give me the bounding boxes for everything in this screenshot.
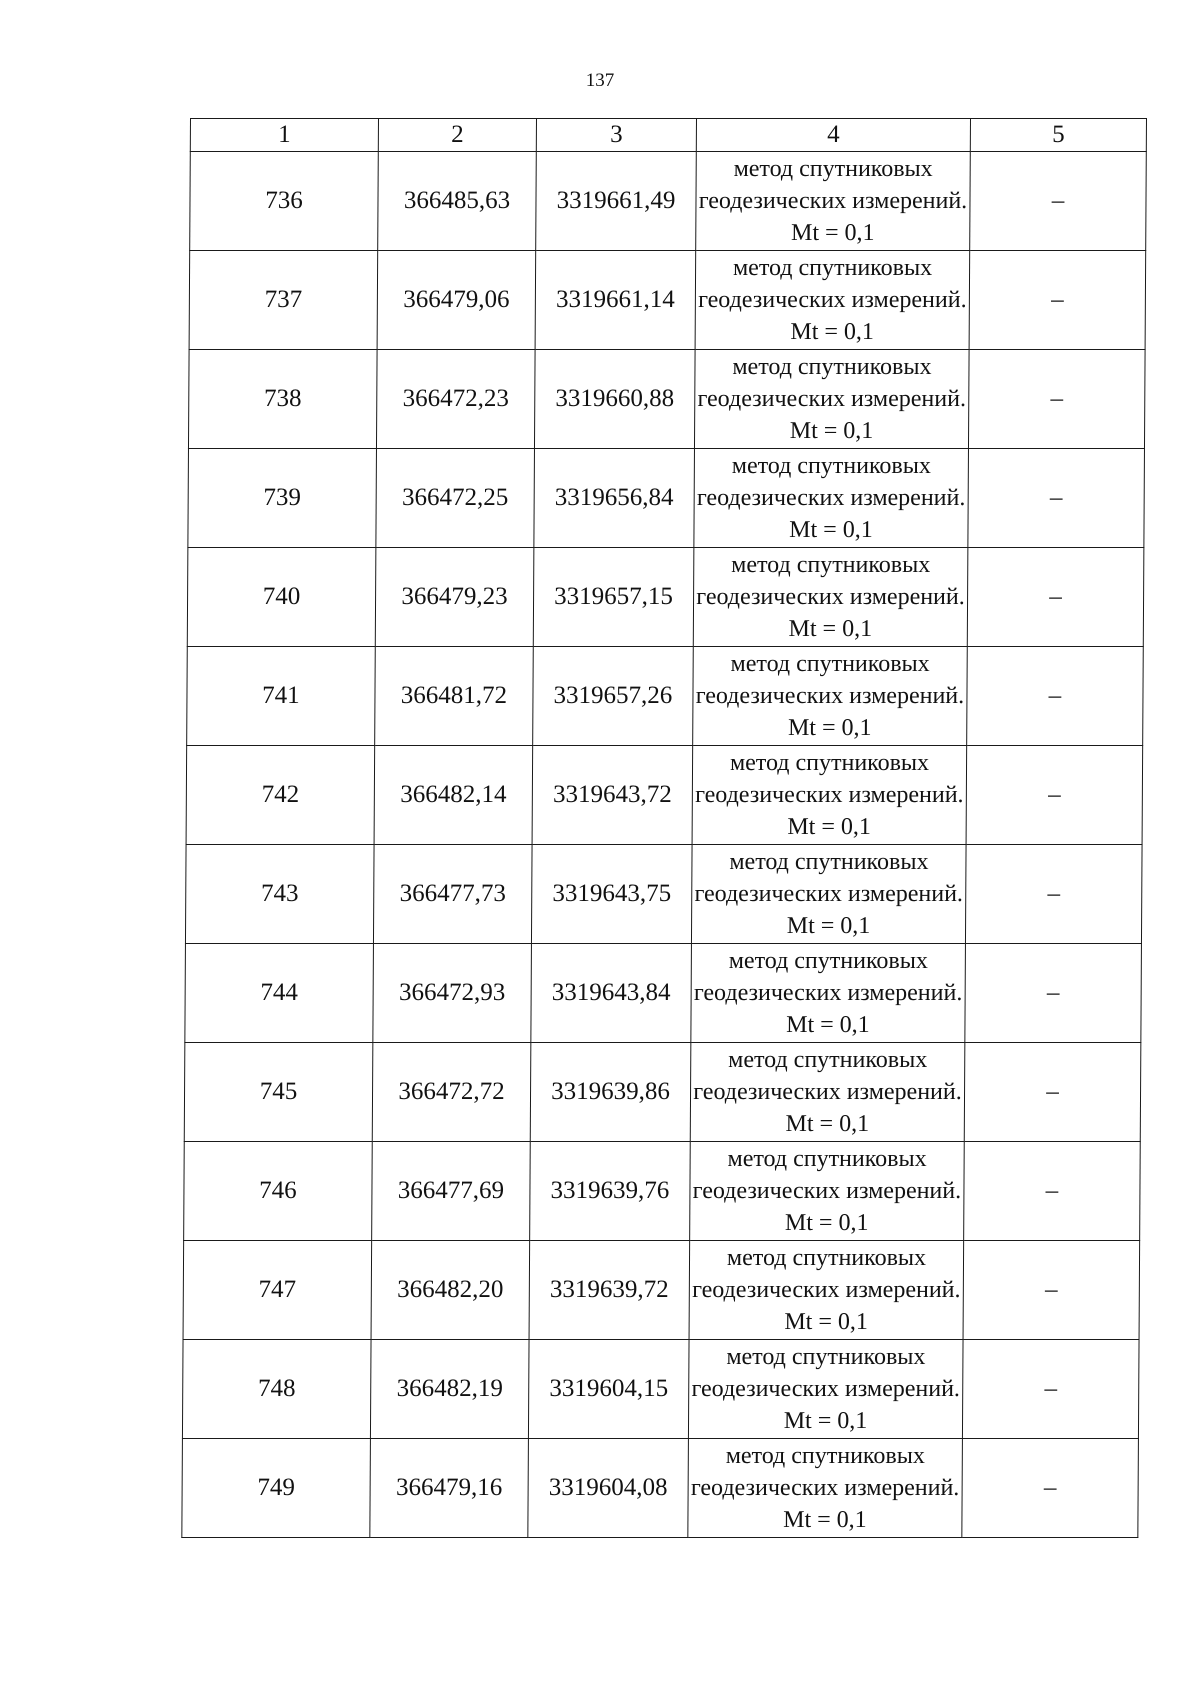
table-row (188, 449, 1145, 548)
x-coordinate-cell: 366479,23 (375, 548, 534, 647)
page-number: 137 (585, 70, 615, 91)
x-coordinate-cell: 366472,72 (372, 1043, 531, 1142)
x-coordinate-cell: 366472,23 (376, 350, 535, 449)
table-row (182, 1439, 1139, 1538)
x-coordinate-cell: 366472,25 (376, 449, 535, 548)
method-cell: метод спутниковых геодезических измерений. Mt = 0,1 (690, 1142, 965, 1241)
table-row (182, 1340, 1139, 1439)
point-number-cell: 737 (189, 251, 378, 350)
point-number-cell: 745 (184, 1043, 373, 1142)
table-header (190, 119, 1146, 152)
x-coordinate-cell: 366481,72 (375, 647, 534, 746)
table-row (189, 251, 1146, 350)
x-coordinate-cell: 366472,93 (373, 944, 532, 1043)
y-coordinate-cell: 3319604,15 (528, 1340, 689, 1439)
table-row (187, 647, 1144, 746)
method-cell: метод спутниковых геодезических измерений. Mt = 0,1 (688, 1439, 963, 1538)
table-body (182, 152, 1146, 1538)
table-row (185, 845, 1142, 944)
y-coordinate-cell: 3319661,14 (535, 251, 696, 350)
table-header-row (190, 119, 1146, 152)
x-coordinate-cell: 366485,63 (378, 152, 537, 251)
note-cell: – (968, 449, 1145, 548)
y-coordinate-cell: 3319657,15 (533, 548, 694, 647)
note-cell: – (969, 251, 1146, 350)
point-number-cell: 747 (183, 1241, 372, 1340)
column-header-5: 5 (970, 119, 1146, 152)
y-coordinate-cell: 3319660,88 (534, 350, 695, 449)
point-number-cell: 743 (185, 845, 374, 944)
note-cell: – (963, 1241, 1140, 1340)
note-cell: – (962, 1439, 1139, 1538)
y-coordinate-cell: 3319639,76 (530, 1142, 691, 1241)
method-cell: метод спутниковых геодезических измерений. Mt = 0,1 (692, 746, 967, 845)
point-number-cell: 739 (188, 449, 377, 548)
point-number-cell: 738 (188, 350, 377, 449)
table-row (184, 1142, 1141, 1241)
method-cell: метод спутниковых геодезических измерений. Mt = 0,1 (695, 251, 970, 350)
note-cell: – (967, 647, 1144, 746)
table-row (187, 548, 1144, 647)
point-number-cell: 748 (182, 1340, 371, 1439)
column-header-2: 2 (378, 119, 536, 152)
y-coordinate-cell: 3319643,75 (531, 845, 692, 944)
table-row (185, 944, 1142, 1043)
note-cell: – (964, 1043, 1141, 1142)
method-cell: метод спутниковых геодезических измерений. Mt = 0,1 (696, 152, 971, 251)
method-cell: метод спутниковых геодезических измерений. Mt = 0,1 (693, 548, 968, 647)
table-row (190, 152, 1147, 251)
point-number-cell: 744 (185, 944, 374, 1043)
y-coordinate-cell: 3319639,72 (529, 1241, 690, 1340)
x-coordinate-cell: 366477,73 (373, 845, 532, 944)
method-cell: метод спутниковых геодезических измерений. Mt = 0,1 (693, 647, 968, 746)
note-cell: – (965, 944, 1142, 1043)
note-cell: – (970, 152, 1147, 251)
method-cell: метод спутниковых геодезических измерений. Mt = 0,1 (691, 944, 966, 1043)
method-cell: метод спутниковых геодезических измерений. Mt = 0,1 (694, 449, 969, 548)
y-coordinate-cell: 3319604,08 (528, 1439, 689, 1538)
method-cell: метод спутниковых геодезических измерений. Mt = 0,1 (690, 1043, 965, 1142)
coordinates-table (181, 118, 1147, 1538)
table-row (188, 350, 1145, 449)
point-number-cell: 736 (190, 152, 379, 251)
x-coordinate-cell: 366482,20 (371, 1241, 530, 1340)
x-coordinate-cell: 366482,14 (374, 746, 533, 845)
table-row (183, 1241, 1140, 1340)
note-cell: – (965, 845, 1142, 944)
column-header-4: 4 (696, 119, 970, 152)
table-row (186, 746, 1143, 845)
y-coordinate-cell: 3319643,72 (532, 746, 693, 845)
x-coordinate-cell: 366482,19 (370, 1340, 529, 1439)
table-row (184, 1043, 1141, 1142)
point-number-cell: 749 (182, 1439, 371, 1538)
method-cell: метод спутниковых геодезических измерений. Mt = 0,1 (694, 350, 969, 449)
point-number-cell: 741 (187, 647, 376, 746)
y-coordinate-cell: 3319656,84 (534, 449, 695, 548)
point-number-cell: 746 (184, 1142, 373, 1241)
point-number-cell: 740 (187, 548, 376, 647)
method-cell: метод спутниковых геодезических измерений. Mt = 0,1 (691, 845, 966, 944)
note-cell: – (962, 1340, 1139, 1439)
method-cell: метод спутниковых геодезических измерений. Mt = 0,1 (689, 1241, 964, 1340)
y-coordinate-cell: 3319643,84 (531, 944, 692, 1043)
x-coordinate-cell: 366479,06 (377, 251, 536, 350)
note-cell: – (967, 548, 1144, 647)
note-cell: – (966, 746, 1143, 845)
y-coordinate-cell: 3319661,49 (536, 152, 697, 251)
column-header-1: 1 (190, 119, 378, 152)
x-coordinate-cell: 366477,69 (372, 1142, 531, 1241)
note-cell: – (968, 350, 1145, 449)
column-header-3: 3 (536, 119, 696, 152)
note-cell: – (964, 1142, 1141, 1241)
point-number-cell: 742 (186, 746, 375, 845)
y-coordinate-cell: 3319639,86 (530, 1043, 691, 1142)
y-coordinate-cell: 3319657,26 (533, 647, 694, 746)
x-coordinate-cell: 366479,16 (370, 1439, 529, 1538)
method-cell: метод спутниковых геодезических измерений. Mt = 0,1 (688, 1340, 963, 1439)
